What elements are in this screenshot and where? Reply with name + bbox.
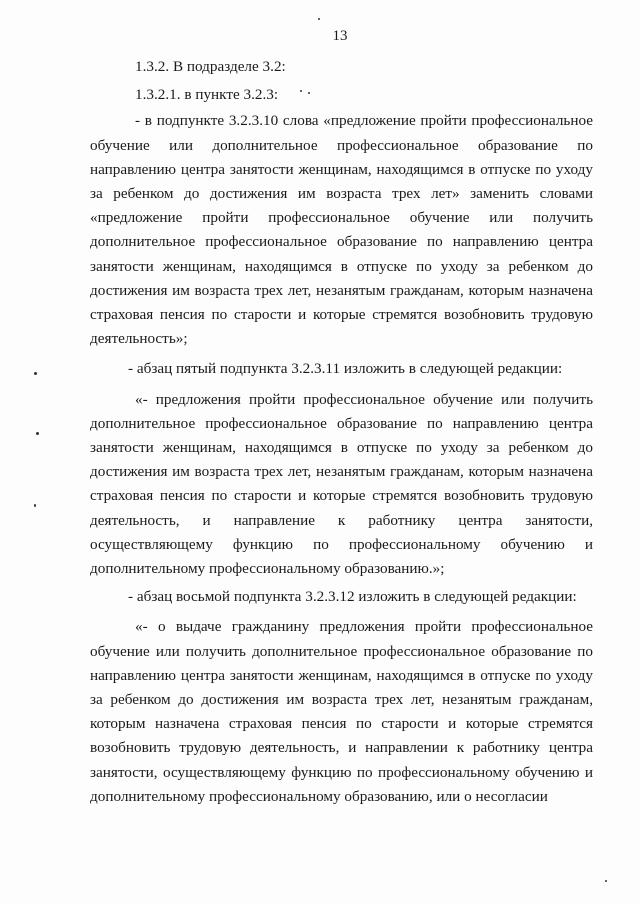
scan-speck <box>34 504 36 507</box>
scan-speck <box>605 880 607 882</box>
scan-speck <box>318 18 320 20</box>
scan-speck <box>300 90 302 92</box>
scan-speck <box>308 92 310 94</box>
clause-heading: 1.3.2.1. в пункте 3.2.3: <box>135 86 279 104</box>
paragraph-subclause-3-2-3-12-text: «- о выдаче гражданину предложения пройти профессиональное обучение или получить дополнительное профессиональное образование по направлению центра занятости женщинам, находящимся в отпуске по уходу за ребенком до достижения им возраста трех лет, незанятым гражданам, которым назначена страховая пенсия по старости и которые стремятся возобновить трудовую деятельность, и направлении к работнику центра занятости, осуществляющему функцию по профессиональному обучению и дополнительному профессиональному образованию, или о несогласии <box>90 618 593 805</box>
scan-speck <box>36 432 39 435</box>
document-body <box>90 55 593 809</box>
page-number: 13 <box>332 28 348 44</box>
scan-speck <box>34 372 37 375</box>
paragraph-subclause-3-2-3-12-intro: - абзац восьмой подпункта 3.2.3.12 изложить в следующей редакции: <box>128 588 577 606</box>
paragraph-subclause-3-2-3-10: - в подпункте 3.2.3.10 слова «предложение пройти профессиональное обучение или дополнительное профессиональное образование по направлению центра занятости женщинам, находящимся в отпуске по уходу за ребенком до достижения им возраста трех лет» заменить словами «предложение пройти профессиональное обучение или получить дополнительное профессиональное образование по направлению центра занятости женщинам, находящимся в отпуске по уходу за ребенком до достижения им возраста трех лет, незанятым гражданам, которым назначена страховая пенсия по старости и которые стремятся возобновить трудовую деятельность»; <box>90 112 593 348</box>
paragraph-subclause-3-2-3-11-intro: - абзац пятый подпункта 3.2.3.11 изложить в следующей редакции: <box>128 360 563 378</box>
subsection-heading: 1.3.2. В подразделе 3.2: <box>135 58 286 75</box>
paragraph-subclause-3-2-3-11-text: «- предложения пройти профессиональное обучение или получить дополнительное профессиональное образование по направлению центра занятости женщинам, находящимся в отпуске по уходу за ребенком до достижения им возраста трех лет, незанятым гражданам, которым назначена страховая пенсия по старости и которые стремятся возобновить трудовую деятельность, и направление к работнику центра занятости, осуществляющему функцию по профессиональному обучению и дополнительному профессиональному образованию.»; <box>90 390 593 578</box>
